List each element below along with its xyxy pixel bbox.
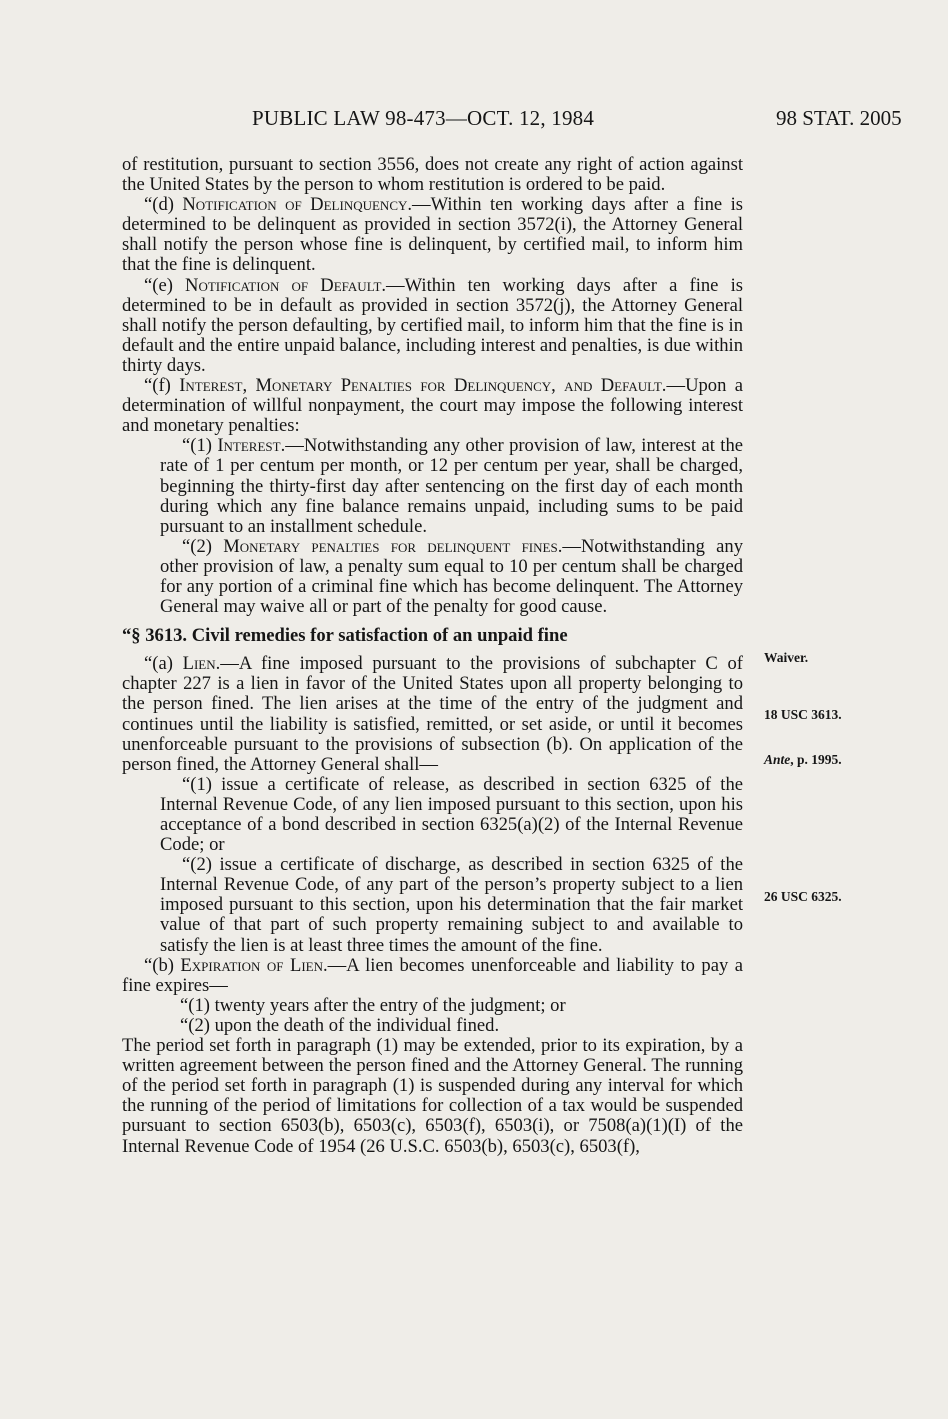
section-3613-heading: “§ 3613. Civil remedies for satisfaction of an unpaid fine xyxy=(122,625,568,647)
paragraph-final: The period set forth in paragraph (1) may be extended, prior to its expiration, by a written agreement between the person fined and the Attorney General. The running of the period set forth in paragraph (1) is suspended during any interval for which the running of the period of limitations for collection of a tax would be suspended pursuant to section 6503(b), 6503(c), 6503(f), 6503(i), or 7508(a)(1)(I) of the Internal Revenue Code of 1954 (26 U.S.C. 6503(b), 6503(c), 6503(f), xyxy=(122,1035,743,1157)
subsection-b xyxy=(122,956,743,996)
subsection-f-title: Interest, Monetary Penalties for Delinquency, and Default. xyxy=(179,375,667,397)
paragraph-f2-text: —Notwithstanding any other provision of law, a penalty sum equal to 10 per centum shall be charged for any portion of a criminal fine which has become delinquent. The Attorney General may waive all or part of the penalty for good cause. xyxy=(160,535,743,618)
margin-note-ante xyxy=(764,752,842,768)
subsection-f-open: “(f) xyxy=(144,375,180,397)
page-header xyxy=(0,100,948,140)
subsection-d-title: Notification of Delinquency. xyxy=(182,194,413,216)
subsection-f xyxy=(122,376,743,436)
paragraph-f2-title: Monetary penalties for delinquent fines. xyxy=(223,535,563,557)
paragraph-b1: “(1) twenty years after the entry of the judgment; or xyxy=(180,994,566,1016)
subsection-d-open: “(d) xyxy=(144,194,183,216)
margin-note-ante-italic: Ante xyxy=(764,752,791,767)
body-text xyxy=(122,155,743,1157)
paragraph-b2: “(2) upon the death of the individual fined. xyxy=(180,1014,500,1036)
subsection-a-text: —A fine imposed pursuant to the provisions of subchapter C of chapter 227 is a lien in favor of the United States upon all property belonging to the person fined. The lien arises at the time of the entry of the judgment and continues until the liability is satisfied, remitted, or set aside, or until it becomes unenforceable pursuant to the provisions of subsection (b). On application of the person fined, the Attorney General shall— xyxy=(122,653,743,775)
subsection-e-open: “(e) xyxy=(144,274,186,296)
subsection-b-title: Expiration of Lien. xyxy=(180,954,328,976)
statute-page-number: 98 STAT. 2005 xyxy=(776,106,902,130)
paragraph-f1-open: “(1) xyxy=(182,435,218,457)
subsection-b-text: —A lien becomes unenforceable and liability to pay a fine expires— xyxy=(122,954,743,996)
margin-note-waiver: Waiver. xyxy=(764,650,809,665)
subsection-f-text: —Upon a determination of willful nonpayment, the court may impose the following interest and monetary penalties: xyxy=(122,375,743,437)
subsection-a-title: Lien. xyxy=(182,653,221,675)
subsection-a-open: “(a) xyxy=(144,653,183,675)
paragraph-a2: “(2) issue a certificate of discharge, as described in section 6325 of the Internal Revenue Code, of any part of the person’s property subject to a lien imposed pursuant to this section, upon his determination that the fair market value of that part of such property remaining subject to and available to satisfy the lien is at least three times the amount of the fine. xyxy=(160,854,743,956)
subsection-d-text: —Within ten working days after a fine is determined to be delinquent as provided in section 3572(i), the Attorney General shall notify the person whose fine is delinquent, by certified mail, to inform him that the fine is delinquent. xyxy=(122,194,743,276)
subsection-a xyxy=(122,654,743,775)
paragraph-a1: “(1) issue a certificate of release, as described in section 6325 of the Internal Revenue Code, of any lien imposed pursuant to this section, upon his acceptance of a bond described in section 6325(a)(2) of the Internal Revenue Code; or xyxy=(160,773,743,856)
paragraph-f1 xyxy=(122,436,743,536)
subsection-b-open: “(b) xyxy=(144,954,181,976)
subsection-e-title: Notification of Default. xyxy=(185,274,387,296)
subsection-e xyxy=(122,276,743,376)
margin-note-26-usc-6325: 26 USC 6325. xyxy=(764,889,842,904)
subsection-e-text: —Within ten working days after a fine is determined to be in default as provided in section 3572(j), the Attorney General shall notify the person defaulting, by certified mail, to inform him that the fine is in default and the entire unpaid balance, including interest and penalties, is due within thirty days. xyxy=(122,274,743,376)
paragraph-restitution: of restitution, pursuant to section 3556, does not create any right of action against the United States by the person to whom restitution is ordered to be paid. xyxy=(122,154,743,196)
paragraph-f1-title: Interest. xyxy=(217,435,286,457)
paragraph-f1-text: —Notwithstanding any other provision of law, interest at the rate of 1 per centum per month, or 12 per centum per year, shall be charged, beginning the thirty-first day after sentencing on the first day of each month during which any fine balance remains unpaid, including sums to be paid pursuant to an installment schedule. xyxy=(160,435,743,537)
margin-note-ante-rest: , p. 1995. xyxy=(790,752,842,767)
paragraph-f2-open: “(2) xyxy=(182,535,224,557)
margin-note-18-usc-3613: 18 USC 3613. xyxy=(764,707,842,722)
subsection-d xyxy=(122,195,743,275)
header-title: PUBLIC LAW 98-473—OCT. 12, 1984 xyxy=(252,106,595,130)
paragraph-f2 xyxy=(122,537,743,617)
